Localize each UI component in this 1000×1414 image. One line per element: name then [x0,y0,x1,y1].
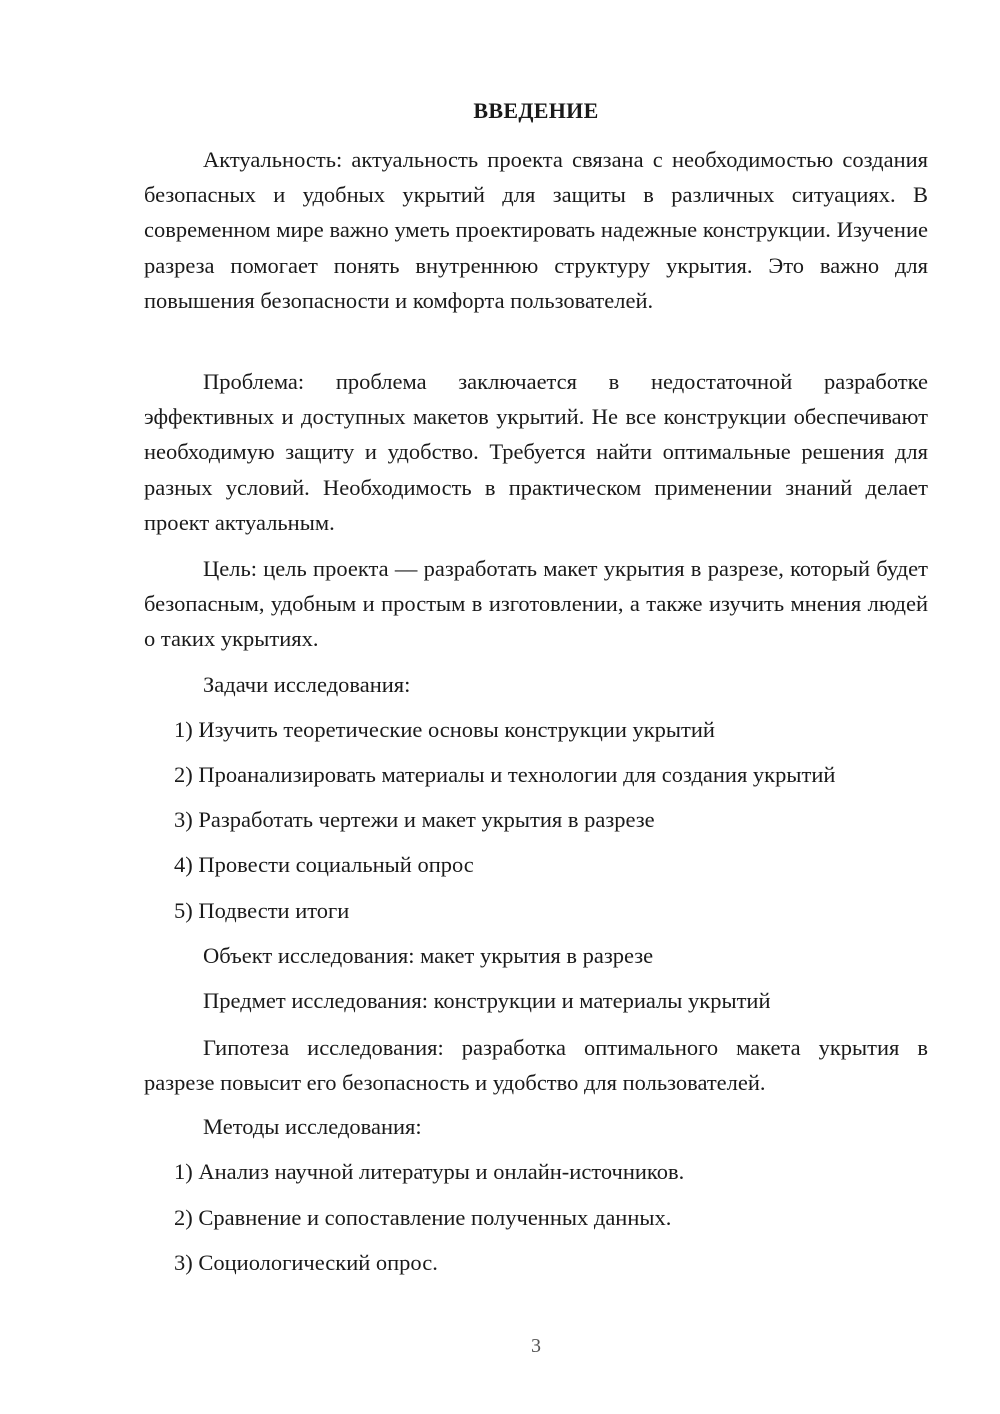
method-item: 1) Анализ научной литературы и онлайн-источников. [174,1159,685,1184]
method-item: 3) Социологический опрос. [174,1250,438,1275]
goal-paragraph: Цель: цель проекта — разработать макет укрытия в разрезе, который будет безопасным, удобным и простым в изготовлении, а также изучить мнения людей о таких укрытиях. [144,556,928,652]
research-subject: Предмет исследования: конструкции и материалы укрытий [203,988,771,1013]
method-item: 2) Сравнение и сопоставление полученных данных. [174,1205,672,1230]
task-item: 1) Изучить теоретические основы конструкции укрытий [174,717,715,742]
section-title: ВВЕДЕНИЕ [473,98,599,123]
hypothesis-paragraph: Гипотеза исследования: разработка оптимального макета укрытия в разрезе повысит его безопасность и удобство для пользователей. [144,1035,928,1096]
task-item: 4) Провести социальный опрос [174,852,474,877]
page-number: 3 [531,1335,541,1357]
methods-heading: Методы исследования: [203,1114,422,1139]
research-object: Объект исследования: макет укрытия в разрезе [203,943,654,968]
task-item: 2) Проанализировать материалы и технологии для создания укрытий [174,762,836,787]
task-item: 3) Разработать чертежи и макет укрытия в разрезе [174,807,655,832]
problem-paragraph: Проблема: проблема заключается в недостаточной разработке эффективных и доступных макетов укрытий. Не все конструкции обеспечивают необходимую защиту и удобство. Требуется найти оптимальные решения для разных условий. Необходимость в практическом применении знаний делает проект актуальным. [144,369,928,535]
actuality-paragraph: Актуальность: актуальность проекта связана с необходимостью создания безопасных и удобных укрытий для защиты в различных ситуациях. В современном мире важно уметь проектировать надежные конструкции. Изучение разреза помогает понять внутреннюю структуру укрытия. Это важно для повышения безопасности и комфорта пользователей. [144,147,928,313]
tasks-heading: Задачи исследования: [203,672,411,697]
task-item: 5) Подвести итоги [174,898,350,923]
